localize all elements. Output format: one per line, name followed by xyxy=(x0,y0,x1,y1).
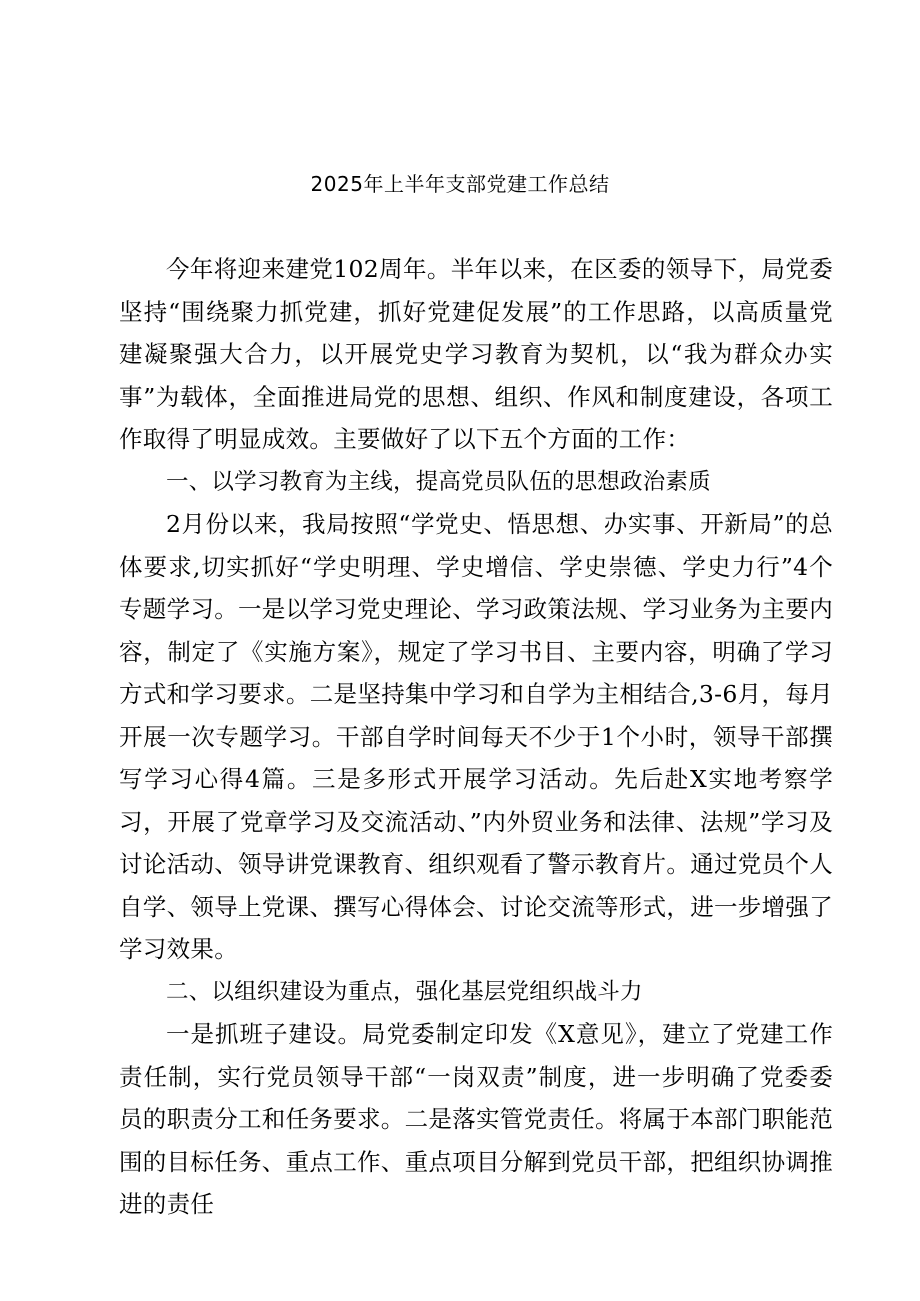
section-heading-1: 一、以学习教育为主线，提高党员队伍的思想政治素质 xyxy=(166,468,711,495)
section-paragraph-1: 2月份以来，我局按照“学党史、悟思想、办实事、开新局”的总体要求,切实抓好“学史明理、学史增信、学史崇德、学史力行”4个专题学习。一是以学习党史理论、学习政策法规、学习业务为主要内容，制定了《实施方案》，规定了学习书目、主要内容，明确了学习方式和学习要求。二是坚持集中学习和自学为主相结合,3-6月，每月开展一次专题学习。干部自学时间每天不少于1个小时，领导干部撰写学习心得4篇。三是多形式开展学习活动。先后赴X实地考察学习，开展了党章学习及交流活动、”内外贸业务和法律、法规”学习及讨论活动、领导讲党课教育、组织观看了警示教育片。通过党员个人自学、领导上党课、撰写心得体会、讨论交流等形式，进一步增强了学习效果。 xyxy=(119,510,833,963)
document-body xyxy=(119,248,833,1226)
intro-paragraph: 今年将迎来建党102周年。半年以来，在区委的领导下，局党委坚持“围绕聚力抓党建，抓好党建促发展”的工作思路，以高质量党建凝聚强大合力，以开展党史学习教育为契机，以“我为群众办实事”为载体，全面推进局党的思想、组织、作风和制度建设，各项工作取得了明显成效。主要做好了以下五个方面的工作： xyxy=(119,255,833,453)
section-paragraph-2: 一是抓班子建设。局党委制定印发《X意见》，建立了党建工作责任制，实行党员领导干部“一岗双责”制度，进一步明确了党委委员的职责分工和任务要求。二是落实管党责任。将属于本部门职能范围的目标任务、重点工作、重点项目分解到党员干部，把组织协调推进的责任 xyxy=(119,1020,833,1218)
section-heading-2: 二、以组织建设为重点，强化基层党组织战斗力 xyxy=(166,978,643,1005)
document-title: 2025年上半年支部党建工作总结 xyxy=(310,172,610,196)
